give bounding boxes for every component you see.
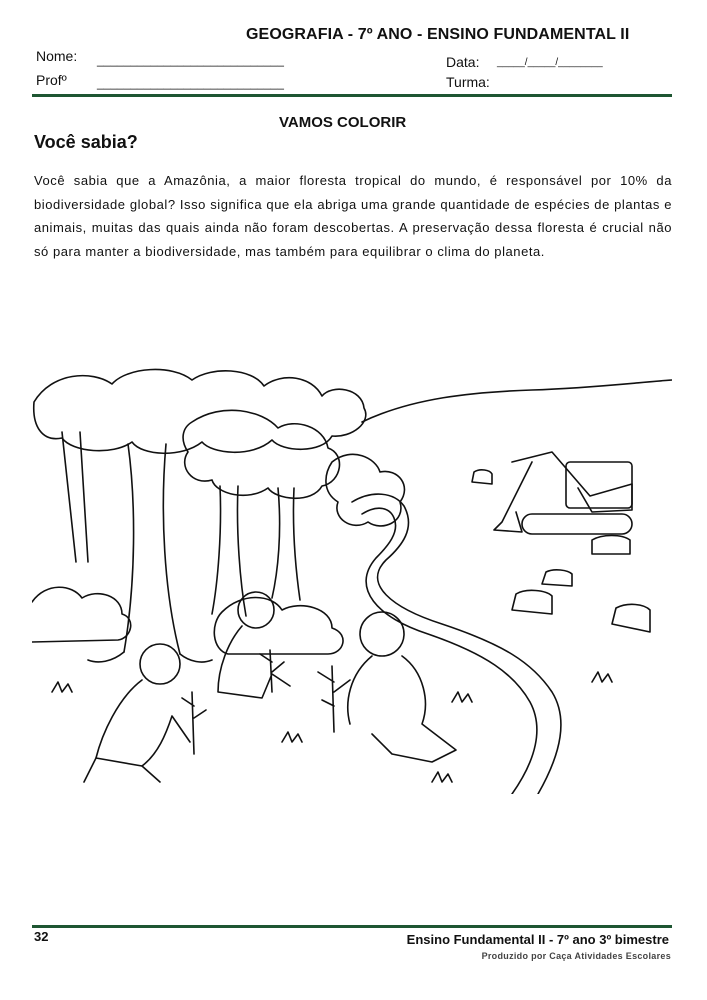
data-label: Data:	[446, 54, 480, 70]
turma-label: Turma:	[446, 74, 490, 90]
coloring-illustration	[32, 362, 672, 794]
subheading: Você sabia?	[34, 132, 138, 152]
section-heading: VAMOS COLORIR	[279, 114, 407, 131]
footer-course: Ensino Fundamental II - 7º ano 3º bimestre	[406, 932, 669, 947]
worksheet-title: GEOGRAFIA - 7º ANO - ENSINO FUNDAMENTAL II	[246, 26, 630, 43]
footer-rule	[32, 925, 672, 928]
header-rule	[32, 94, 672, 97]
prof-field[interactable]: ____________________________	[97, 76, 284, 90]
prof-label: Profº	[36, 72, 67, 88]
nome-label: Nome:	[36, 48, 78, 64]
nome-field[interactable]: ____________________________	[97, 53, 284, 67]
data-field[interactable]: _____/_____/________	[497, 57, 603, 68]
footer-credit: Produzido por Caça Atividades Escolares	[481, 951, 671, 961]
page-number: 32	[34, 929, 49, 944]
info-paragraph: Você sabia que a Amazônia, a maior floresta tropical do mundo, é responsável por 10% da biodiversidade global? Isso significa que ela abriga uma grande quantidade de espécies de plantas e animais, muitas das quais ainda não foram descobertas. A preservação dessa floresta é crucial não só para manter a biodiversidade, mas também para equilibrar o clima do planeta.	[34, 173, 672, 259]
